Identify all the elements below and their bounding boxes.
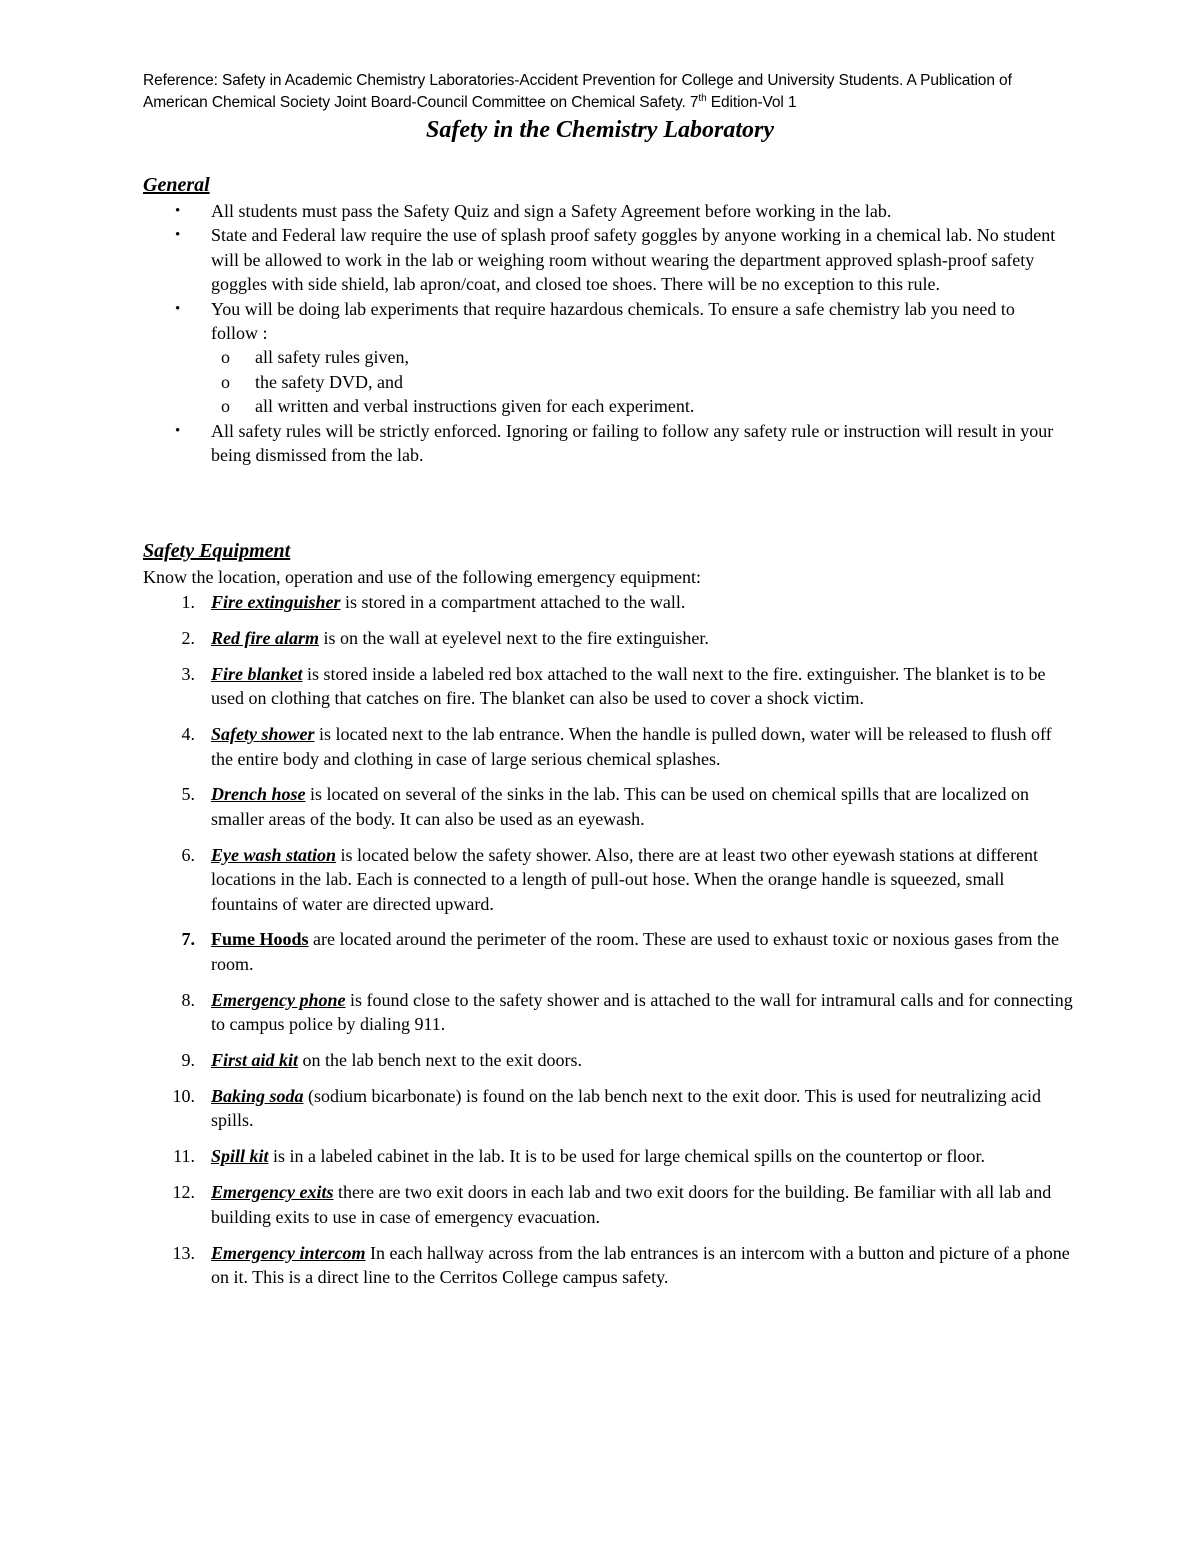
equipment-item [143, 1084, 1073, 1133]
equipment-description: is stored in a compartment attached to the wall. [340, 592, 686, 612]
equipment-description: is on the wall at eyelevel next to the fire extinguisher. [319, 627, 709, 648]
follow-item [211, 345, 1063, 369]
reference-note [143, 70, 1063, 114]
rule-text: All safety rules will be strictly enforced. Ignoring or failing to follow any safety rule or instruction will result in your being dismissed from the lab. [211, 420, 1054, 466]
item-number: 10. [172, 1086, 195, 1106]
equipment-description: is located next to the lab entrance. When the handle is pulled down, water will be released to flush off the entire body and clothing in case of large serious chemical splashes. [211, 724, 1052, 769]
equipment-name: Red fire alarm [211, 627, 319, 648]
equipment-item [143, 1048, 1073, 1072]
equipment-description: are located around the perimeter of the room. These are used to exhaust toxic or noxious gases from the room. [211, 929, 1059, 974]
item-number: 6. [181, 844, 195, 865]
rule-text: You will be doing lab experiments that require hazardous chemicals. To ensure a safe chemistry lab you need to follow : [211, 298, 1015, 344]
general-rule [143, 297, 1063, 419]
follow-item-text: all safety rules given, [255, 347, 409, 368]
equipment-intro: Know the location, operation and use of the following emergency equipment: [143, 567, 702, 587]
rule-text: All students must pass the Safety Quiz and sign a Safety Agreement before working in the lab. [211, 201, 892, 221]
equipment-name: Spill kit [211, 1146, 269, 1167]
equipment-item [143, 722, 1073, 771]
equipment-name: First aid kit [211, 1050, 299, 1071]
item-number: 9. [181, 1050, 195, 1071]
bullet-marker: • [175, 300, 181, 317]
equipment-name: Safety shower [211, 724, 315, 745]
reference-text-end: Edition-Vol 1 [706, 94, 797, 111]
equipment-item [143, 626, 1073, 650]
equipment-list [143, 590, 1073, 1301]
item-number: 5. [181, 784, 195, 805]
sub-bullet-marker: o [221, 371, 230, 392]
equipment-name: Drench hose [211, 784, 306, 805]
equipment-item [143, 1144, 1073, 1168]
item-number: 11. [173, 1146, 195, 1167]
sub-bullet-marker: o [221, 347, 230, 368]
equipment-name: Fume Hoods [211, 929, 309, 950]
reference-text: Reference: Safety in Academic Chemistry Laboratories-Accident Prevention for College and University Students. A Publication of American Chemical Society Joint Board-Council Committee on Chemical Safety. 7 [143, 72, 1012, 111]
sub-bullet-marker: o [221, 396, 230, 417]
general-rule [143, 419, 1063, 468]
safety-equipment-heading: Safety Equipment [143, 540, 291, 562]
equipment-name: Fire extinguisher [211, 592, 341, 612]
equipment-description: is located below the safety shower. Also, there are at least two other eyewash stations at different locations in the lab. Each is connected to a length of pull-out hose. When the orange handle is squeezed, small fountains of water are directed upward. [211, 844, 1038, 914]
equipment-item [143, 843, 1073, 916]
item-number: 1. [181, 592, 195, 612]
bullet-marker: • [175, 422, 181, 439]
equipment-item [143, 1241, 1073, 1290]
follow-item-text: all written and verbal instructions given for each experiment. [255, 396, 695, 417]
reference-superscript: th [698, 92, 707, 104]
item-number: 3. [181, 663, 195, 684]
follow-item [211, 394, 1063, 418]
equipment-description: is stored inside a labeled red box attached to the wall next to the fire. extinguisher. The blanket is to be used on clothing that catches on fire. The blanket can also be used to cover a shock victim. [211, 663, 1046, 709]
equipment-description: there are two exit doors in each lab and two exit doors for the building. Be familiar with all lab and building exits to use in case of emergency evacuation. [211, 1182, 1052, 1227]
bullet-marker: • [175, 227, 181, 244]
item-number: 8. [181, 989, 195, 1010]
general-rule [143, 223, 1063, 296]
equipment-description: on the lab bench next to the exit doors. [298, 1050, 582, 1071]
item-number: 12. [172, 1182, 195, 1203]
general-heading: General [143, 174, 210, 196]
equipment-item [143, 782, 1073, 831]
equipment-item [143, 662, 1073, 711]
equipment-name: Baking soda [211, 1086, 304, 1106]
item-number: 7. [181, 929, 195, 950]
page-title: Safety in the Chemistry Laboratory [426, 117, 774, 143]
follow-item-text: the safety DVD, and [255, 371, 403, 392]
equipment-item [143, 988, 1073, 1037]
equipment-description: is in a labeled cabinet in the lab. It is to be used for large chemical spills on the countertop or floor. [268, 1146, 985, 1167]
follow-item [211, 370, 1063, 394]
item-number: 4. [181, 724, 195, 745]
equipment-item [143, 927, 1073, 976]
follow-list [211, 345, 1063, 418]
equipment-description: is located on several of the sinks in the lab. This can be used on chemical spills that are localized on smaller areas of the body. It can also be used as an eyewash. [211, 784, 1029, 829]
item-number: 13. [172, 1242, 195, 1263]
equipment-name: Emergency phone [211, 989, 346, 1010]
bullet-marker: • [175, 203, 181, 219]
general-rules-list [143, 199, 1063, 467]
equipment-name: Eye wash station [211, 844, 337, 865]
equipment-name: Fire blanket [211, 663, 303, 684]
equipment-name: Emergency exits [211, 1182, 334, 1203]
general-rule [143, 199, 1063, 223]
rule-text: State and Federal law require the use of splash proof safety goggles by anyone working in a chemical lab. No student will be allowed to work in the lab or weighing room without wearing the department approved splash-proof safety goggles with side shield, lab apron/coat, and closed toe shoes. There will be no exception to this rule. [211, 225, 1056, 295]
equipment-description: is found close to the safety shower and is attached to the wall for intramural calls and for connecting to campus police by dialing 911. [211, 989, 1073, 1035]
item-number: 2. [181, 627, 195, 648]
equipment-description: In each hallway across from the lab entrances is an intercom with a button and picture of a phone on it. This is a direct line to the Cerritos College campus safety. [211, 1242, 1070, 1287]
equipment-description: (sodium bicarbonate) is found on the lab bench next to the exit door. This is used for neutralizing acid spills. [211, 1086, 1042, 1131]
equipment-item [143, 1180, 1073, 1229]
equipment-name: Emergency intercom [211, 1242, 366, 1263]
equipment-item [143, 590, 1073, 614]
